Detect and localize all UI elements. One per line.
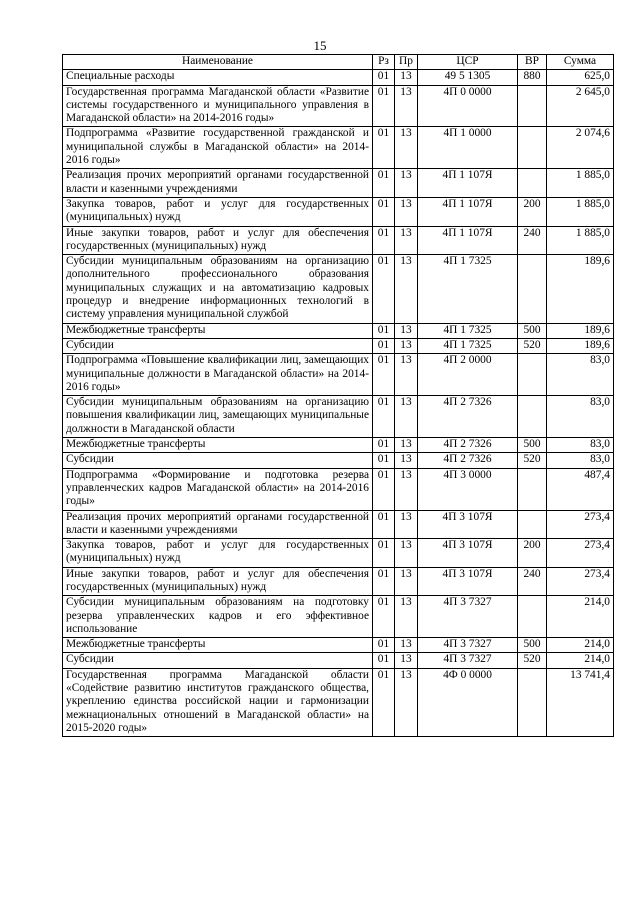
table-row	[63, 438, 614, 453]
cell-vr	[518, 127, 547, 169]
cell-rz: 01	[373, 396, 395, 438]
cell-vr	[518, 169, 547, 198]
cell-vr	[518, 668, 547, 736]
cell-name: Реализация прочих мероприятий органами государственной власти и казенными учреждениями	[63, 169, 373, 198]
cell-pr: 13	[395, 396, 418, 438]
cell-name: Субсидии муниципальным образованиям на организацию дополнительного профессионального образования муниципальных служащих и на автоматизацию кадровых процедур и внедрение информационных технологий в систему управления муниципальной службой	[63, 255, 373, 323]
cell-rz: 01	[373, 354, 395, 396]
cell-vr: 500	[518, 438, 547, 453]
cell-pr: 13	[395, 453, 418, 468]
table-row	[63, 668, 614, 736]
cell-vr: 200	[518, 539, 547, 568]
cell-csr: 4П 3 107Я	[418, 510, 518, 539]
cell-sum: 1 885,0	[547, 169, 614, 198]
cell-csr: 4П 2 7326	[418, 396, 518, 438]
table-row	[63, 354, 614, 396]
cell-rz: 01	[373, 596, 395, 638]
cell-vr	[518, 510, 547, 539]
cell-rz: 01	[373, 638, 395, 653]
cell-name: Государственная программа Магаданской области «Содействие развитию институтов гражданского общества, укреплению единства российской нации и гармонизации межнациональных отношений в Магаданской области» на 2015-2020 годы»	[63, 668, 373, 736]
cell-sum: 487,4	[547, 468, 614, 510]
table-row	[63, 197, 614, 226]
cell-rz: 01	[373, 197, 395, 226]
page-number: 15	[313, 38, 327, 53]
cell-csr: 4П 2 7326	[418, 453, 518, 468]
table-row	[63, 638, 614, 653]
cell-csr: 4Ф 0 0000	[418, 668, 518, 736]
cell-vr	[518, 354, 547, 396]
cell-csr: 4П 1 107Я	[418, 169, 518, 198]
cell-pr: 13	[395, 468, 418, 510]
cell-csr: 4П 3 0000	[418, 468, 518, 510]
cell-sum: 83,0	[547, 396, 614, 438]
cell-csr: 4П 3 7327	[418, 638, 518, 653]
table-row	[63, 396, 614, 438]
cell-pr: 13	[395, 354, 418, 396]
cell-pr: 13	[395, 539, 418, 568]
cell-csr: 4П 1 7325	[418, 338, 518, 353]
cell-sum: 214,0	[547, 653, 614, 668]
cell-csr: 4П 1 7325	[418, 323, 518, 338]
cell-name: Реализация прочих мероприятий органами государственной власти и казенными учреждениями	[63, 510, 373, 539]
budget-table	[62, 54, 614, 737]
table-row	[63, 653, 614, 668]
header-pr: Пр	[395, 55, 418, 70]
table-row	[63, 338, 614, 353]
cell-pr: 13	[395, 338, 418, 353]
cell-sum: 214,0	[547, 638, 614, 653]
cell-pr: 13	[395, 226, 418, 255]
cell-rz: 01	[373, 323, 395, 338]
cell-vr: 500	[518, 323, 547, 338]
cell-sum: 83,0	[547, 438, 614, 453]
cell-vr: 520	[518, 653, 547, 668]
cell-rz: 01	[373, 127, 395, 169]
table-row	[63, 567, 614, 596]
cell-sum: 83,0	[547, 453, 614, 468]
cell-vr: 240	[518, 226, 547, 255]
cell-name: Иные закупки товаров, работ и услуг для обеспечения государственных (муниципальных) нужд	[63, 226, 373, 255]
header-rz: Рз	[373, 55, 395, 70]
cell-vr	[518, 255, 547, 323]
cell-name: Субсидии	[63, 653, 373, 668]
cell-rz: 01	[373, 567, 395, 596]
cell-pr: 13	[395, 169, 418, 198]
cell-pr: 13	[395, 255, 418, 323]
cell-sum: 625,0	[547, 70, 614, 85]
cell-sum: 83,0	[547, 354, 614, 396]
cell-sum: 2 074,6	[547, 127, 614, 169]
cell-vr: 500	[518, 638, 547, 653]
cell-rz: 01	[373, 653, 395, 668]
header-vr: ВР	[518, 55, 547, 70]
cell-name: Закупка товаров, работ и услуг для государственных (муниципальных) нужд	[63, 197, 373, 226]
cell-pr: 13	[395, 668, 418, 736]
cell-rz: 01	[373, 255, 395, 323]
cell-sum: 189,6	[547, 323, 614, 338]
cell-pr: 13	[395, 438, 418, 453]
cell-pr: 13	[395, 197, 418, 226]
cell-pr: 13	[395, 653, 418, 668]
cell-csr: 4П 1 107Я	[418, 226, 518, 255]
cell-name: Субсидии муниципальным образованиям на подготовку резерва управленческих кадров и его эффективное использование	[63, 596, 373, 638]
header-name: Наименование	[63, 55, 373, 70]
table-row	[63, 70, 614, 85]
header-sum: Сумма	[547, 55, 614, 70]
cell-rz: 01	[373, 510, 395, 539]
cell-name: Закупка товаров, работ и услуг для государственных (муниципальных) нужд	[63, 539, 373, 568]
table-row	[63, 468, 614, 510]
cell-pr: 13	[395, 85, 418, 127]
cell-sum: 273,4	[547, 539, 614, 568]
cell-pr: 13	[395, 510, 418, 539]
table-row	[63, 539, 614, 568]
cell-sum: 273,4	[547, 567, 614, 596]
cell-csr: 4П 1 107Я	[418, 197, 518, 226]
cell-rz: 01	[373, 438, 395, 453]
cell-pr: 13	[395, 323, 418, 338]
cell-name: Межбюджетные трансферты	[63, 323, 373, 338]
cell-sum: 214,0	[547, 596, 614, 638]
cell-csr: 49 5 1305	[418, 70, 518, 85]
cell-name: Субсидии муниципальным образованиям на организацию повышения квалификации лиц, замещающих муниципальные должности в Магаданской области	[63, 396, 373, 438]
cell-csr: 4П 3 107Я	[418, 567, 518, 596]
cell-vr: 520	[518, 338, 547, 353]
cell-pr: 13	[395, 596, 418, 638]
table-row	[63, 323, 614, 338]
cell-vr: 200	[518, 197, 547, 226]
cell-name: Субсидии	[63, 338, 373, 353]
table-row	[63, 255, 614, 323]
cell-vr	[518, 468, 547, 510]
cell-name: Подпрограмма «Развитие государственной гражданской и муниципальной службы в Магаданской области» на 2014-2016 годы»	[63, 127, 373, 169]
cell-rz: 01	[373, 539, 395, 568]
cell-sum: 13 741,4	[547, 668, 614, 736]
cell-vr	[518, 85, 547, 127]
cell-name: Субсидии	[63, 453, 373, 468]
cell-csr: 4П 3 7327	[418, 596, 518, 638]
table-row	[63, 510, 614, 539]
cell-name: Межбюджетные трансферты	[63, 638, 373, 653]
table-header-row	[63, 55, 614, 70]
cell-rz: 01	[373, 468, 395, 510]
cell-sum: 189,6	[547, 255, 614, 323]
cell-vr: 520	[518, 453, 547, 468]
table-row	[63, 226, 614, 255]
cell-name: Специальные расходы	[63, 70, 373, 85]
cell-vr	[518, 396, 547, 438]
cell-name: Подпрограмма «Формирование и подготовка резерва управленческих кадров Магаданской области» на 2014-2016 годы»	[63, 468, 373, 510]
cell-csr: 4П 2 7326	[418, 438, 518, 453]
cell-sum: 273,4	[547, 510, 614, 539]
cell-rz: 01	[373, 70, 395, 85]
cell-name: Межбюджетные трансферты	[63, 438, 373, 453]
cell-vr: 240	[518, 567, 547, 596]
cell-pr: 13	[395, 70, 418, 85]
cell-rz: 01	[373, 668, 395, 736]
cell-rz: 01	[373, 338, 395, 353]
cell-csr: 4П 3 7327	[418, 653, 518, 668]
cell-rz: 01	[373, 169, 395, 198]
cell-rz: 01	[373, 85, 395, 127]
cell-name: Подпрограмма «Повышение квалификации лиц, замещающих муниципальные должности в Магаданской области» на 2014-2016 годы»	[63, 354, 373, 396]
cell-sum: 2 645,0	[547, 85, 614, 127]
cell-pr: 13	[395, 638, 418, 653]
cell-csr: 4П 1 0000	[418, 127, 518, 169]
cell-sum: 1 885,0	[547, 226, 614, 255]
cell-rz: 01	[373, 226, 395, 255]
header-csr: ЦСР	[418, 55, 518, 70]
table-row	[63, 169, 614, 198]
cell-sum: 189,6	[547, 338, 614, 353]
cell-csr: 4П 3 107Я	[418, 539, 518, 568]
cell-vr	[518, 596, 547, 638]
table-row	[63, 85, 614, 127]
table-row	[63, 596, 614, 638]
cell-pr: 13	[395, 567, 418, 596]
table-row	[63, 453, 614, 468]
cell-sum: 1 885,0	[547, 197, 614, 226]
cell-csr: 4П 2 0000	[418, 354, 518, 396]
cell-csr: 4П 0 0000	[418, 85, 518, 127]
cell-rz: 01	[373, 453, 395, 468]
table-row	[63, 127, 614, 169]
cell-pr: 13	[395, 127, 418, 169]
cell-name: Иные закупки товаров, работ и услуг для обеспечения государственных (муниципальных) нужд	[63, 567, 373, 596]
cell-name: Государственная программа Магаданской области «Развитие системы государственного и муниципального управления в Магаданской области» на 2014-2016 годы»	[63, 85, 373, 127]
cell-csr: 4П 1 7325	[418, 255, 518, 323]
cell-vr: 880	[518, 70, 547, 85]
